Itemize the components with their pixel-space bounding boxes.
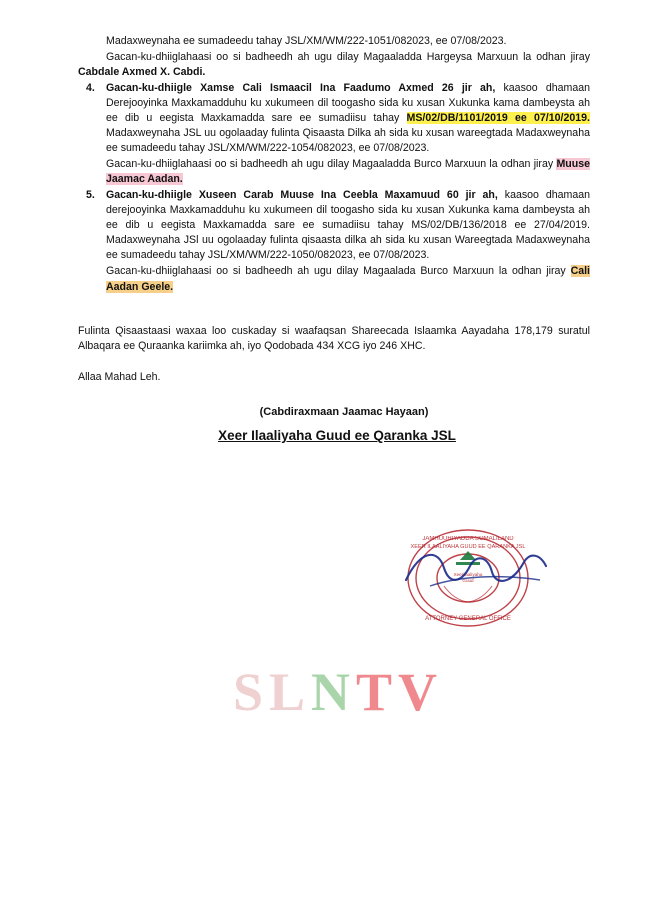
paragraph-intro-1: Madaxweynaha ee sumadeedu tahay JSL/XM/WM/222-1051/082023, ee 07/08/2023.	[106, 35, 507, 47]
list-item-5-victim	[106, 264, 590, 294]
svg-text:Xeerilaaliyaha: Xeerilaaliyaha	[453, 572, 483, 577]
closing-paragraph: Fulinta Qisaastaasi waxaa loo cuskaday si waafaqsan Shareecada Islaamka Aayadaha 178,179 suratul Albaqara ee Quraanka kariimka ah, iyo Qodobada 434 XCG iyo 246 XHC.	[78, 324, 590, 352]
list-item-5-after: Madaxweynaha JSl uu ogolaaday fulinta qisaasta dilka ah sida ku xusan Wareegtada Madaxweynaha ee sumadeedu tahay JSL/XM/WM/222-1050/082023, ee 07/08/2023.	[106, 234, 590, 262]
allaa-mahad-leh: Allaa Mahad Leh.	[78, 370, 161, 383]
signatory-title	[78, 420, 590, 445]
case-number-4: MS/02/DB/1101/2019 ee 07/10/2019.	[406, 112, 590, 125]
handwritten-signature	[400, 540, 550, 600]
list-item-4-victim-text: Gacan-ku-dhiiglahaasi oo si badheedh ah ugu dilay Magaaladda Burco Marxuun la odhan jiray	[106, 158, 554, 171]
list-item-4-body: kaasoo dhamaan Derejooyinka Maxkamadduhu ku xukumeen dil toogasho sida ku xusan Xukunka kama dambeysta ah ee dib u eegista Maxkamadda sare ee sumadiisu tahay	[106, 82, 590, 125]
document-text-body	[78, 34, 590, 445]
paragraph-intro-2-text: Gacan-ku-dhiiglahaasi oo si badheedh ah ugu dilay Magaaladda Hargeysa Marxuun la odhan jiray	[106, 51, 590, 64]
watermark-letter-n: N	[311, 662, 353, 722]
list-item-4-after: Madaxweynaha JSL uu ogolaaday fulinta Qisaasta Dilka ah sida ku xusan wareegtada Madaxweynaha ee sumadeedu tahay JSL/XM/WM/222-1054/082023, ee 07/08/2023.	[106, 127, 590, 155]
svg-text:Guud: Guud	[462, 578, 474, 583]
list-item-4-victim	[106, 157, 590, 187]
accused-name-4: Gacan-ku-dhiigle Xamse Cali Ismaacil Ina Faadumo Axmed 26 jir ah,	[106, 82, 496, 95]
case-number-5: MS/02/DB/136/2018	[411, 219, 507, 232]
list-item-5-text	[106, 188, 590, 263]
slntv-watermark	[176, 662, 496, 722]
signatory-name-text: (Cabdiraxmaan Jaamac Hayaan)	[259, 405, 429, 418]
svg-text:ATTORNEY GENERAL OFFICE: ATTORNEY GENERAL OFFICE	[425, 616, 511, 622]
victim-name-4: Muuse Jaamac Aadan.	[106, 158, 591, 186]
svg-text:XEER ILAALIYAHA GUUD EE QARANK: XEER ILAALIYAHA GUUD EE QARANKA JSL	[410, 544, 526, 550]
list-item-4-text	[106, 81, 590, 156]
signature-block	[78, 405, 590, 446]
list-item-4-number: 4.	[86, 82, 95, 95]
official-stamp	[404, 526, 532, 630]
signatory-title-text: Xeer Ilaaliyaha Guud ee Qaranka JSL	[218, 428, 456, 444]
list-item-4	[78, 81, 590, 187]
watermark-letter-l: L	[268, 662, 308, 722]
watermark-letter-s: S	[232, 662, 265, 722]
case-date-5: ee 27/04/2019.	[514, 219, 590, 232]
watermark-letter-v: V	[398, 662, 440, 722]
signatory-name	[78, 405, 590, 421]
list-item-5-number: 5.	[86, 189, 95, 202]
paragraph-intro-2	[78, 50, 590, 80]
victim-name-5: Cali Aadan Geele.	[106, 265, 590, 293]
list-item-5-victim-text: Gacan-ku-dhiiglahaasi oo si badheedh ah ugu dilay Magaalada Burco Marxuun la odhan jiray	[106, 265, 566, 278]
victim-name-3: Cabdale Axmed X. Cabdi.	[78, 66, 206, 79]
list-item-5	[78, 188, 590, 294]
list-item-5-body: kaasoo dhamaan derejooyinka Maxkamadduhu ku xukumeen dil toogasho sida ku xusan Xukunka kama dambeysta ah ee dib u eegista Maxkamadda sare ee sumadiisu tahay	[106, 189, 591, 232]
accused-name-5: Gacan-ku-dhiigle Xuseen Carab Muuse Ina Ceebla Maxamuud 60 jir ah,	[106, 189, 498, 202]
svg-text:JAMHUURIYADDA SOMALILAND: JAMHUURIYADDA SOMALILAND	[422, 536, 514, 542]
watermark-letter-t: T	[356, 662, 395, 722]
